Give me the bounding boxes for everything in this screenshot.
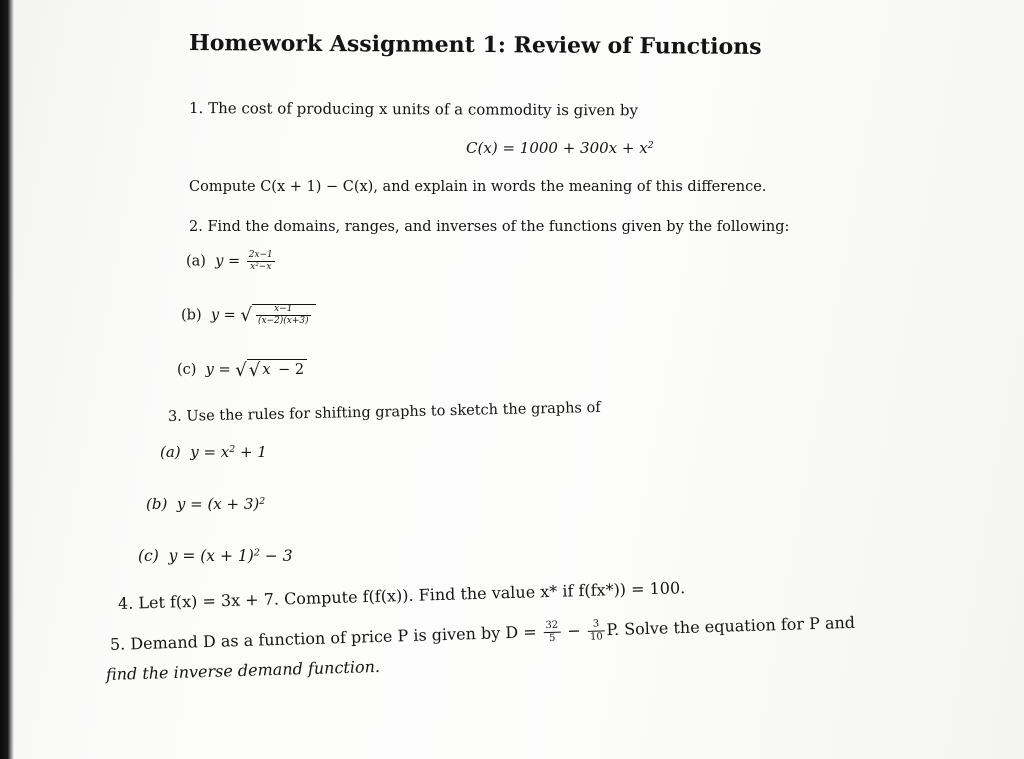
question-2c-outer-sqrt xyxy=(235,360,307,381)
question-2b-lhs: y = xyxy=(210,307,236,324)
question-5-line-1-pre: Demand D as a function of price P is given by D = xyxy=(130,622,537,654)
page-title: Homework Assignment 1: Review of Functions xyxy=(188,30,762,60)
question-4-text: Let f(x) = 3x + 7. Compute f(f(x)). Find the value x* if f(fx*)) = 100. xyxy=(138,578,686,613)
question-3c-label: (c) xyxy=(138,547,159,565)
question-2c-outer-radicand xyxy=(247,359,307,381)
question-2c-inner-variable: x xyxy=(262,362,271,378)
question-3a-tail: + 1 xyxy=(235,443,267,461)
question-1-formula: $C(x) = 1000 + 300x + x^2$ xyxy=(466,139,654,157)
question-5-minus: − xyxy=(567,620,582,641)
formula-argument: x xyxy=(483,139,492,157)
question-2a-fraction xyxy=(247,251,275,272)
formula-function-name: C xyxy=(466,139,478,157)
question-3b-label: (b) xyxy=(146,495,168,513)
formula-exponent: 2 xyxy=(647,139,654,151)
question-5-line-1-post: P. Solve the equation for P and xyxy=(606,612,856,640)
question-5-fraction-2-numerator: 3 xyxy=(588,619,605,631)
question-5-fraction-1 xyxy=(543,621,560,644)
question-3-number: 3. xyxy=(167,408,183,425)
question-3a-label: (a) xyxy=(160,443,181,461)
question-1-number: 1. xyxy=(188,99,204,118)
page-edge-shadow xyxy=(0,0,14,759)
question-4-number: 4. xyxy=(117,593,134,613)
question-1-prompt: The cost of producing x units of a commodity is given by xyxy=(208,99,639,120)
question-1-followup: Compute C(x + 1) − C(x), and explain in words the meaning of this difference. xyxy=(189,179,767,195)
question-2b-sqrt xyxy=(240,304,315,327)
question-3b-exponent: 2 xyxy=(259,495,266,507)
question-2b xyxy=(181,305,316,326)
question-5-line-2: find the inverse demand function. xyxy=(105,656,381,684)
question-3c-expression: y = (x + 1) xyxy=(168,547,254,565)
question-2b-denominator: (x−2)(x+3) xyxy=(257,315,309,326)
question-2c-lhs: y = xyxy=(205,362,231,378)
question-5-fraction-2 xyxy=(588,619,605,642)
question-1-text xyxy=(189,99,638,119)
question-2a-label: (a) xyxy=(186,253,206,270)
question-3a-expression: y = x xyxy=(190,443,230,461)
question-2a xyxy=(186,251,277,272)
question-3c-exponent: 2 xyxy=(253,547,260,559)
sqrt-sign-icon: √ xyxy=(235,360,247,381)
question-2b-fraction xyxy=(256,305,311,326)
question-2a-lhs: y = xyxy=(215,253,241,270)
question-2-text xyxy=(189,219,789,235)
question-3c xyxy=(138,547,293,565)
question-3-text xyxy=(168,400,601,425)
question-5-fraction-1-denominator: 5 xyxy=(548,632,556,644)
question-3c-tail: − 3 xyxy=(259,547,293,565)
question-5-line-1 xyxy=(110,612,856,657)
question-2b-label: (b) xyxy=(181,307,202,324)
question-2c-inner-radicand xyxy=(260,359,273,378)
question-3a xyxy=(160,443,267,461)
question-2-prompt: Find the domains, ranges, and inverses of the functions given by the following: xyxy=(207,219,790,235)
formula-right-side: = 1000 + 300x + x xyxy=(502,139,648,157)
question-3-prompt: Use the rules for shifting graphs to sketch the graphs of xyxy=(186,399,601,425)
question-2a-denominator: x²−x xyxy=(250,261,272,272)
question-2b-numerator: x−1 xyxy=(256,305,311,316)
question-3b xyxy=(146,495,265,513)
question-2c-label: (c) xyxy=(177,362,197,378)
question-2-number: 2. xyxy=(189,219,203,235)
question-2c xyxy=(177,360,307,381)
sqrt-sign-icon: √ xyxy=(240,305,252,327)
question-5-number: 5. xyxy=(109,634,126,654)
question-5-fraction-2-denominator: 10 xyxy=(589,631,603,643)
question-2b-radicand xyxy=(252,304,316,326)
question-2c-tail: − 2 xyxy=(273,362,305,378)
question-4 xyxy=(118,578,686,613)
question-5-fraction-1-numerator: 32 xyxy=(543,621,560,633)
sqrt-sign-icon: √ xyxy=(248,360,261,381)
question-3a-exponent: 2 xyxy=(229,443,236,455)
question-2a-numerator: 2x−1 xyxy=(248,250,273,260)
question-3b-expression: y = (x + 3) xyxy=(176,495,260,513)
